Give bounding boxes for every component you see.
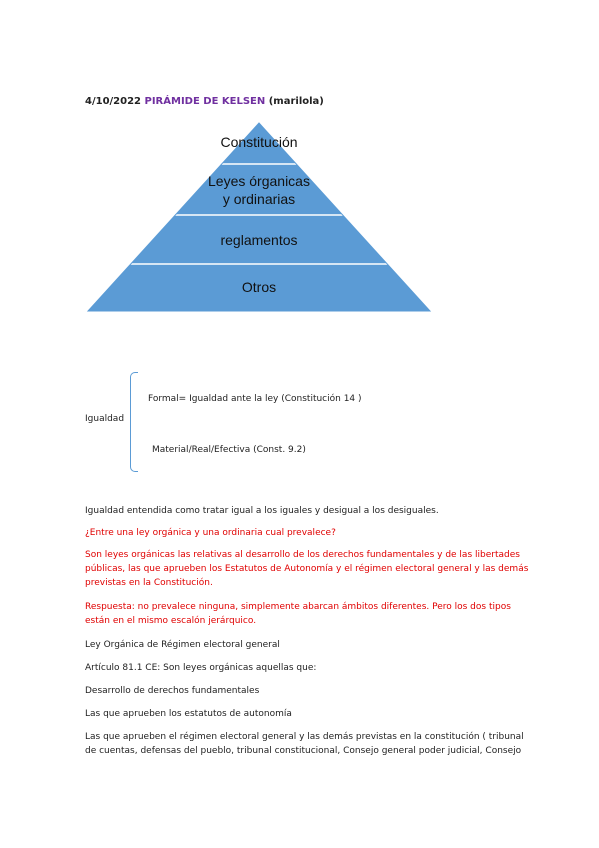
- text-line: Respuesta: no prevalece ninguna, simplemente abarcan ámbitos diferentes. Pero los dos tipos: [85, 602, 511, 612]
- pyramid-level-otros: Otros: [241, 279, 277, 295]
- paragraph-regimen: [85, 730, 575, 758]
- text-line: Las que aprueben el régimen electoral general y las demás previstas en la constitución ( tribunal: [85, 732, 524, 742]
- text-line: Son leyes orgánicas las relativas al desarrollo de los derechos fundamentales y de las libertades: [85, 550, 520, 560]
- pyramid-level-constitucion: Constitución: [220, 134, 298, 150]
- pyramid-level-reglamentos: reglamentos: [220, 232, 298, 248]
- text-line: previstas en la Constitución.: [85, 578, 213, 588]
- paragraph: Artículo 81.1 CE: Son leyes orgánicas aquellas que:: [85, 663, 317, 673]
- curly-brace: [130, 372, 138, 472]
- paragraph: Desarrollo de derechos fundamentales: [85, 686, 260, 696]
- pyramid-level-leyes-line1: Leyes órganicas: [208, 173, 310, 189]
- page-heading: [85, 96, 324, 107]
- pyramid-level-leyes-line2: y ordinarias: [222, 191, 296, 207]
- question-paragraph: ¿Entre una ley orgánica y una ordinaria cual prevalece?: [85, 528, 336, 538]
- heading-topic: PIRÁMIDE DE KELSEN: [144, 96, 266, 107]
- text-line: públicas, las que aprueben los Estatutos de Autonomía y el régimen electoral general y las demás: [85, 564, 529, 574]
- text-line: de cuentas, defensas del pueblo, tribunal constitucional, Consejo general poder judicial, Consejo: [85, 746, 522, 756]
- heading-date: 4/10/2022: [85, 96, 142, 107]
- igualdad-formal: Formal= Igualdad ante la ley (Constitución 14 ): [148, 394, 362, 404]
- paragraph: Ley Orgánica de Régimen electoral general: [85, 640, 280, 650]
- text-line: están en el mismo escalón jerárquico.: [85, 616, 257, 626]
- answer-paragraph: [85, 600, 565, 628]
- paragraph: Igualdad entendida como tratar igual a los iguales y desigual a los desiguales.: [85, 506, 439, 516]
- paragraph: Las que aprueben los estatutos de autonomía: [85, 709, 292, 719]
- paragraph-organicas: [85, 548, 565, 590]
- kelsen-pyramid: [84, 120, 434, 314]
- igualdad-material: Material/Real/Efectiva (Const. 9.2): [152, 445, 306, 455]
- igualdad-label: Igualdad: [85, 414, 125, 424]
- heading-author: (marilola): [268, 96, 324, 107]
